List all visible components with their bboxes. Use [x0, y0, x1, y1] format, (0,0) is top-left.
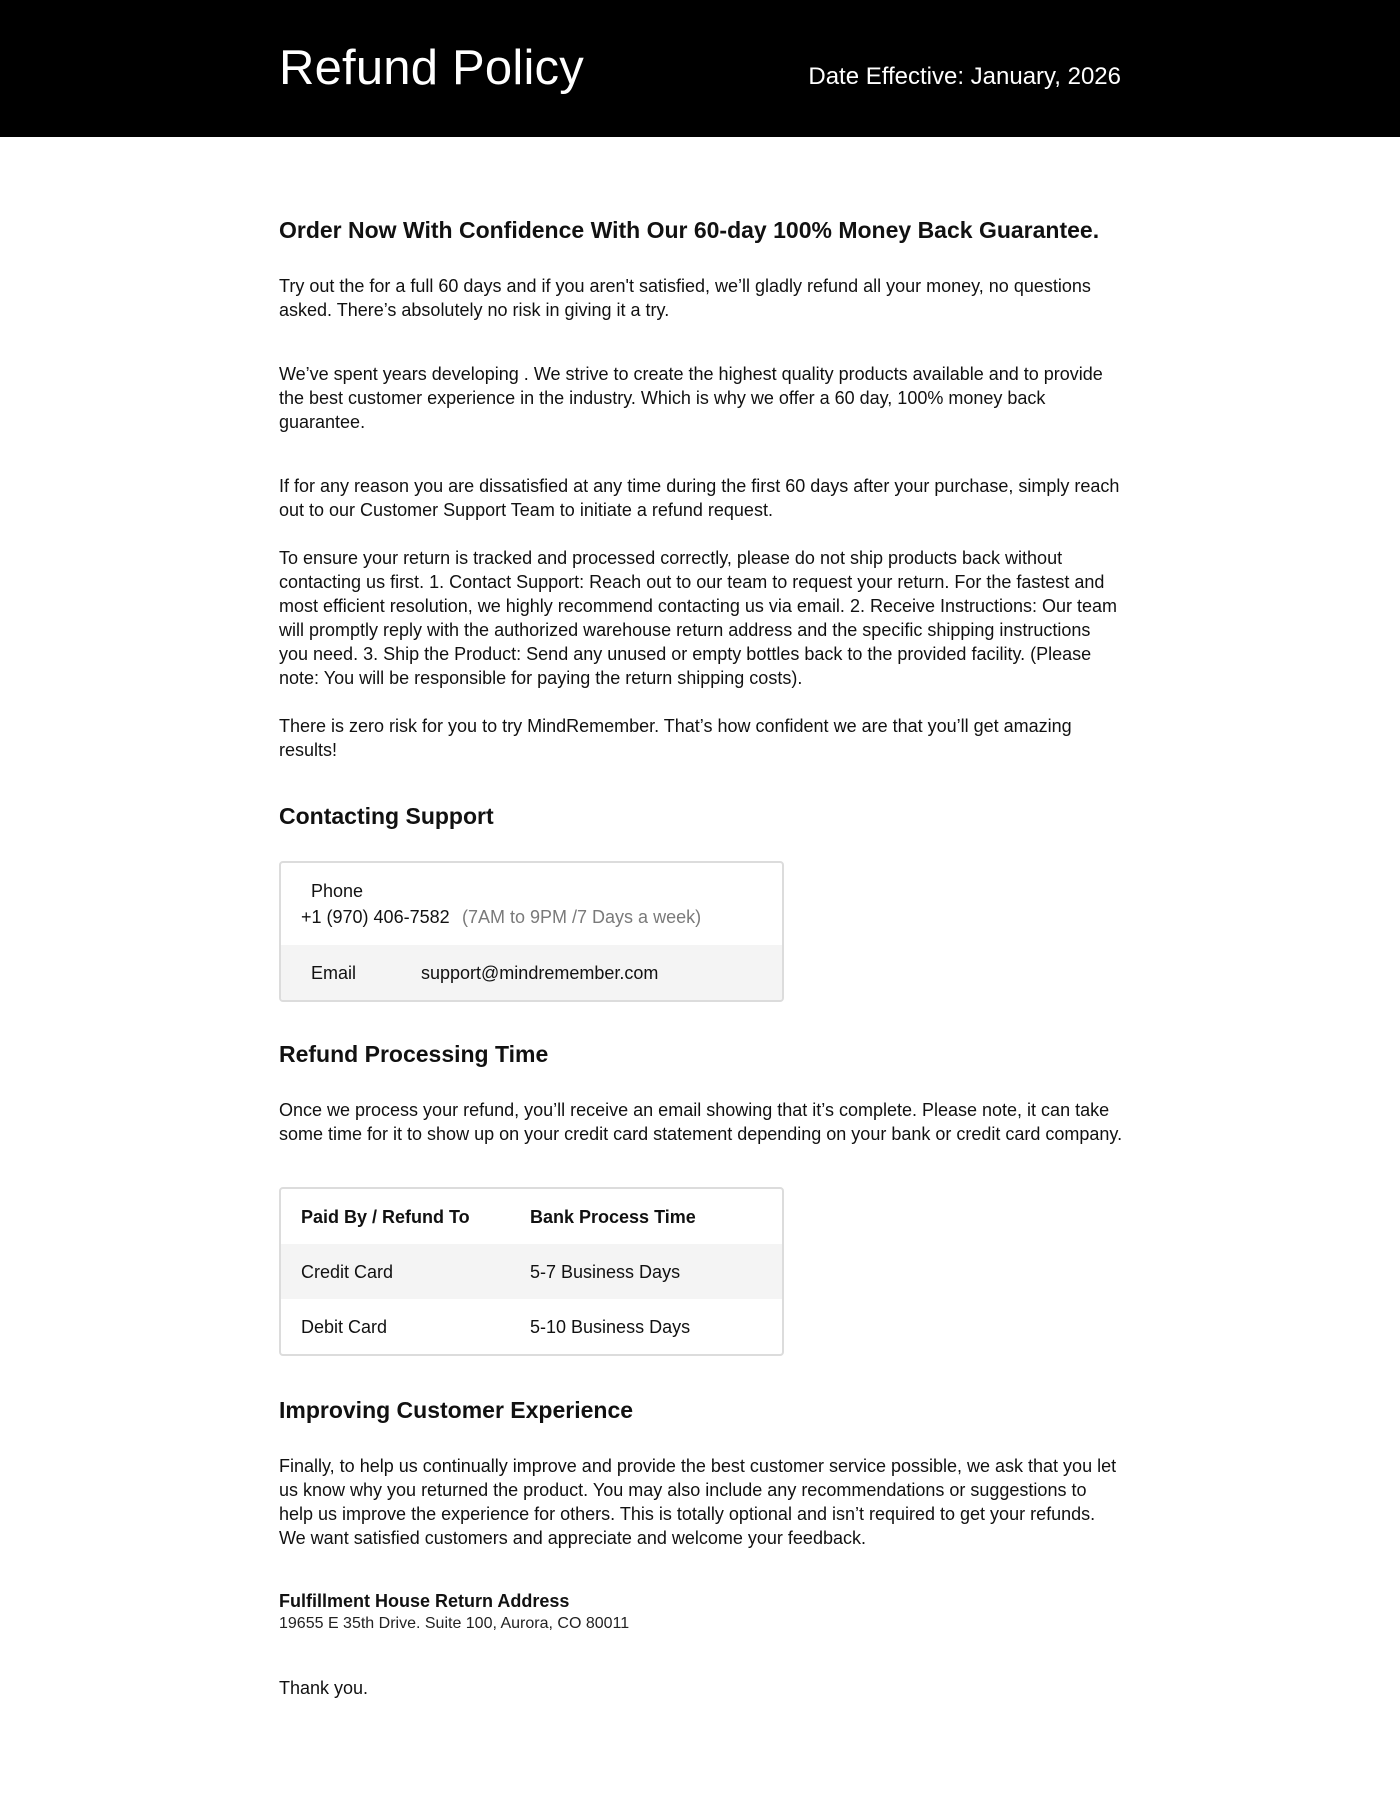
effective-date: Date Effective: January, 2026	[808, 63, 1121, 90]
page-title: Refund Policy	[279, 41, 584, 95]
experience-heading: Improving Customer Experience	[279, 1397, 634, 1423]
table-cell: Credit Card	[301, 1262, 394, 1282]
support-heading: Contacting Support	[279, 803, 494, 829]
email-row	[281, 945, 782, 1000]
intro-paragraph-3: If for any reason you are dissatisfied at any time during the first 60 days after your purchase, simply reach out to our Customer Support Team to initiate a refund request.	[279, 476, 1120, 520]
processing-paragraph: Once we process your refund, you’ll receive an email showing that it’s complete. Please note, it can take some time for it to show up on your credit card statement depending on your bank or credit card company.	[279, 1100, 1123, 1144]
email-label: Email	[311, 963, 357, 983]
table-header-cell: Bank Process Time	[530, 1207, 696, 1227]
table-cell: Debit Card	[301, 1317, 388, 1337]
return-steps-paragraph: To ensure your return is tracked and processed correctly, please do not ship products back without contacting us first. 1. Contact Support: Reach out to our team to request your return. For the fastest and most efficient resolution, we highly recommend contacting us via email. 2. Receive Instructions: Our team will promptly reply with the authorized warehouse return address and the specific shipping instructions you need. 3. Ship the Product: Send any unused or empty bottles back to the provided facility. (Please note: You will be responsible for paying the return shipping costs).	[279, 548, 1118, 688]
return-address-line: 19655 E 35th Drive. Suite 100, Aurora, CO 80011	[279, 1615, 630, 1632]
page-header	[0, 0, 1400, 137]
table-header-cell: Paid By / Refund To	[301, 1207, 470, 1227]
phone-number-link[interactable]: +1 (970) 406-7582	[301, 907, 450, 927]
intro-paragraph-1: Try out the for a full 60 days and if you aren't satisfied, we’ll gladly refund all your money, no questions asked. There’s absolutely no risk in giving it a try.	[279, 276, 1091, 320]
support-card	[279, 861, 784, 1002]
return-address-title: Fulfillment House Return Address	[279, 1591, 570, 1611]
phone-hours: (7AM to 9PM /7 Days a week)	[462, 907, 702, 927]
table-header-row	[281, 1189, 782, 1244]
table-row	[281, 1244, 782, 1299]
email-link[interactable]: support@mindremember.com	[421, 963, 659, 983]
phone-row	[281, 863, 782, 945]
zero-risk-paragraph: There is zero risk for you to try MindRemember. That’s how confident we are that you’ll get amazing results!	[279, 716, 1072, 760]
processing-heading: Refund Processing Time	[279, 1041, 549, 1067]
intro-paragraph-2: We’ve spent years developing . We strive to create the highest quality products available and to provide the best customer experience in the industry. Which is why we offer a 60 day, 100% money back guarantee.	[279, 364, 1103, 432]
closing-text: Thank you.	[279, 1678, 369, 1698]
processing-table	[279, 1187, 784, 1356]
phone-label: Phone	[311, 881, 364, 901]
guarantee-heading: Order Now With Confidence With Our 60-day 100% Money Back Guarantee.	[279, 217, 1100, 243]
experience-paragraph: Finally, to help us continually improve and provide the best customer service possible, we ask that you let us know why you returned the product. You may also include any recommendations or suggestions to help us improve the experience for others. This is totally optional and isn’t required to get your refunds. We want satisfied customers and appreciate and welcome your feedback.	[279, 1456, 1117, 1548]
table-row	[281, 1299, 782, 1354]
table-cell: 5-7 Business Days	[530, 1262, 681, 1282]
table-cell: 5-10 Business Days	[530, 1317, 691, 1337]
